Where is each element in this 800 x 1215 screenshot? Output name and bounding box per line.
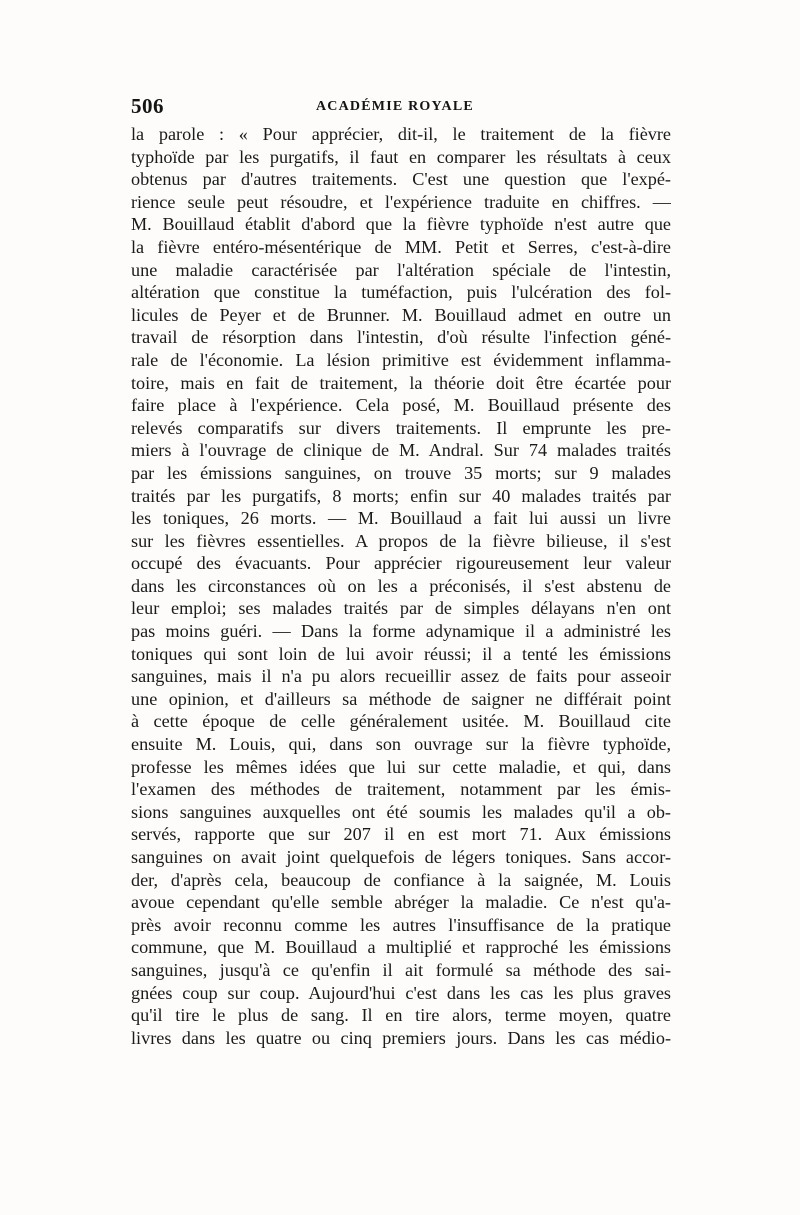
body-text xyxy=(131,123,671,1049)
text-line: une maladie caractérisée par l'altération spéciale de l'intestin, xyxy=(131,259,671,280)
text-line: sur les fièvres essentielles. A propos de la fièvre bilieuse, il s'est xyxy=(131,530,671,551)
text-line: traités par les purgatifs, 8 morts; enfin sur 40 malades traités par xyxy=(131,485,671,506)
text-line: rale de l'économie. La lésion primitive est évidemment inflamma- xyxy=(131,349,671,370)
page-header xyxy=(131,94,671,124)
text-line: gnées coup sur coup. Aujourd'hui c'est dans les cas les plus graves xyxy=(131,982,671,1003)
text-line: sanguines on avait joint quelquefois de légers toniques. Sans accor- xyxy=(131,847,671,867)
text-line: une opinion, et d'ailleurs sa méthode de saigner ne différait point xyxy=(131,688,671,709)
text-line: professe les mêmes idées que lui sur cette maladie, et qui, dans xyxy=(131,756,671,777)
text-line: toire, mais en fait de traitement, la théorie doit être écartée pour xyxy=(131,372,671,393)
text-line: travail de résorption dans l'intestin, d'où résulte l'infection géné- xyxy=(131,327,671,348)
text-line: la parole : « Pour apprécier, dit-il, le traitement de la fièvre xyxy=(131,124,671,144)
text-line: obtenus par d'autres traitements. C'est une question que l'expé- xyxy=(131,169,671,190)
text-line: sanguines, mais il n'a pu alors recueillir assez de faits pour asseoir xyxy=(131,666,671,687)
text-line: licules de Peyer et de Brunner. M. Bouillaud admet en outre un xyxy=(131,304,671,325)
text-line: miers à l'ouvrage de clinique de M. Andral. Sur 74 malades traités xyxy=(131,440,671,461)
text-line: sions sanguines auxquelles ont été soumis les malades qu'il a ob- xyxy=(131,801,671,822)
page-number: 506 xyxy=(131,94,164,118)
text-line: sanguines, jusqu'à ce qu'enfin il ait formulé sa méthode des sai- xyxy=(131,959,671,980)
text-line: ensuite M. Louis, qui, dans son ouvrage sur la fièvre typhoïde, xyxy=(131,734,671,755)
text-line: près avoir reconnu comme les autres l'insuffisance de la pratique xyxy=(131,914,671,935)
running-title: ACADÉMIE ROYALE xyxy=(316,99,474,114)
text-line: relevés comparatifs sur divers traitements. Il emprunte les pre- xyxy=(131,417,671,438)
text-line: servés, rapporte que sur 207 il en est mort 71. Aux émissions xyxy=(131,824,671,845)
text-line: la fièvre entéro-mésentérique de MM. Petit et Serres, c'est-à-dire xyxy=(131,236,671,257)
text-line: M. Bouillaud établit d'abord que la fièvre typhoïde n'est autre que xyxy=(131,214,671,235)
text-line: leur emploi; ses malades traités par de simples délayans n'en ont xyxy=(131,598,671,619)
text-line: der, d'après cela, beaucoup de confiance à la saignée, M. Louis xyxy=(131,869,671,890)
text-line: typhoïde par les purgatifs, il faut en comparer les résultats à ceux xyxy=(131,146,671,167)
text-line: pas moins guéri. — Dans la forme adynamique il a administré les xyxy=(131,621,671,642)
text-line: qu'il tire le plus de sang. Il en tire alors, terme moyen, quatre xyxy=(131,1005,671,1026)
text-line: commune, que M. Bouillaud a multiplié et rapproché les émissions xyxy=(131,937,671,958)
text-line: livres dans les quatre ou cinq premiers jours. Dans les cas médio- xyxy=(131,1027,671,1048)
text-line: dans les circonstances où on les a préconisés, il s'est abstenu de xyxy=(131,575,671,596)
text-line: avoue cependant qu'elle semble abréger la maladie. Ce n'est qu'a- xyxy=(131,892,671,913)
text-line: l'examen des méthodes de traitement, notamment par les émis- xyxy=(131,779,671,800)
text-line: occupé des évacuants. Pour apprécier rigoureusement leur valeur xyxy=(131,553,671,574)
text-line: rience seule peut résoudre, et l'expérience traduite en chiffres. — xyxy=(131,191,671,212)
text-line: par les émissions sanguines, on trouve 35 morts; sur 9 malades xyxy=(131,462,671,483)
text-line: altération que constitue la tuméfaction, puis l'ulcération des fol- xyxy=(131,282,671,303)
text-line: à cette époque de celle généralement usitée. M. Bouillaud cite xyxy=(131,711,671,732)
text-line: toniques qui sont loin de lui avoir réussi; il a tenté les émissions xyxy=(131,643,671,664)
text-line: les toniques, 26 morts. — M. Bouillaud a fait lui aussi un livre xyxy=(131,508,671,529)
text-line: faire place à l'expérience. Cela posé, M. Bouillaud présente des xyxy=(131,395,671,416)
